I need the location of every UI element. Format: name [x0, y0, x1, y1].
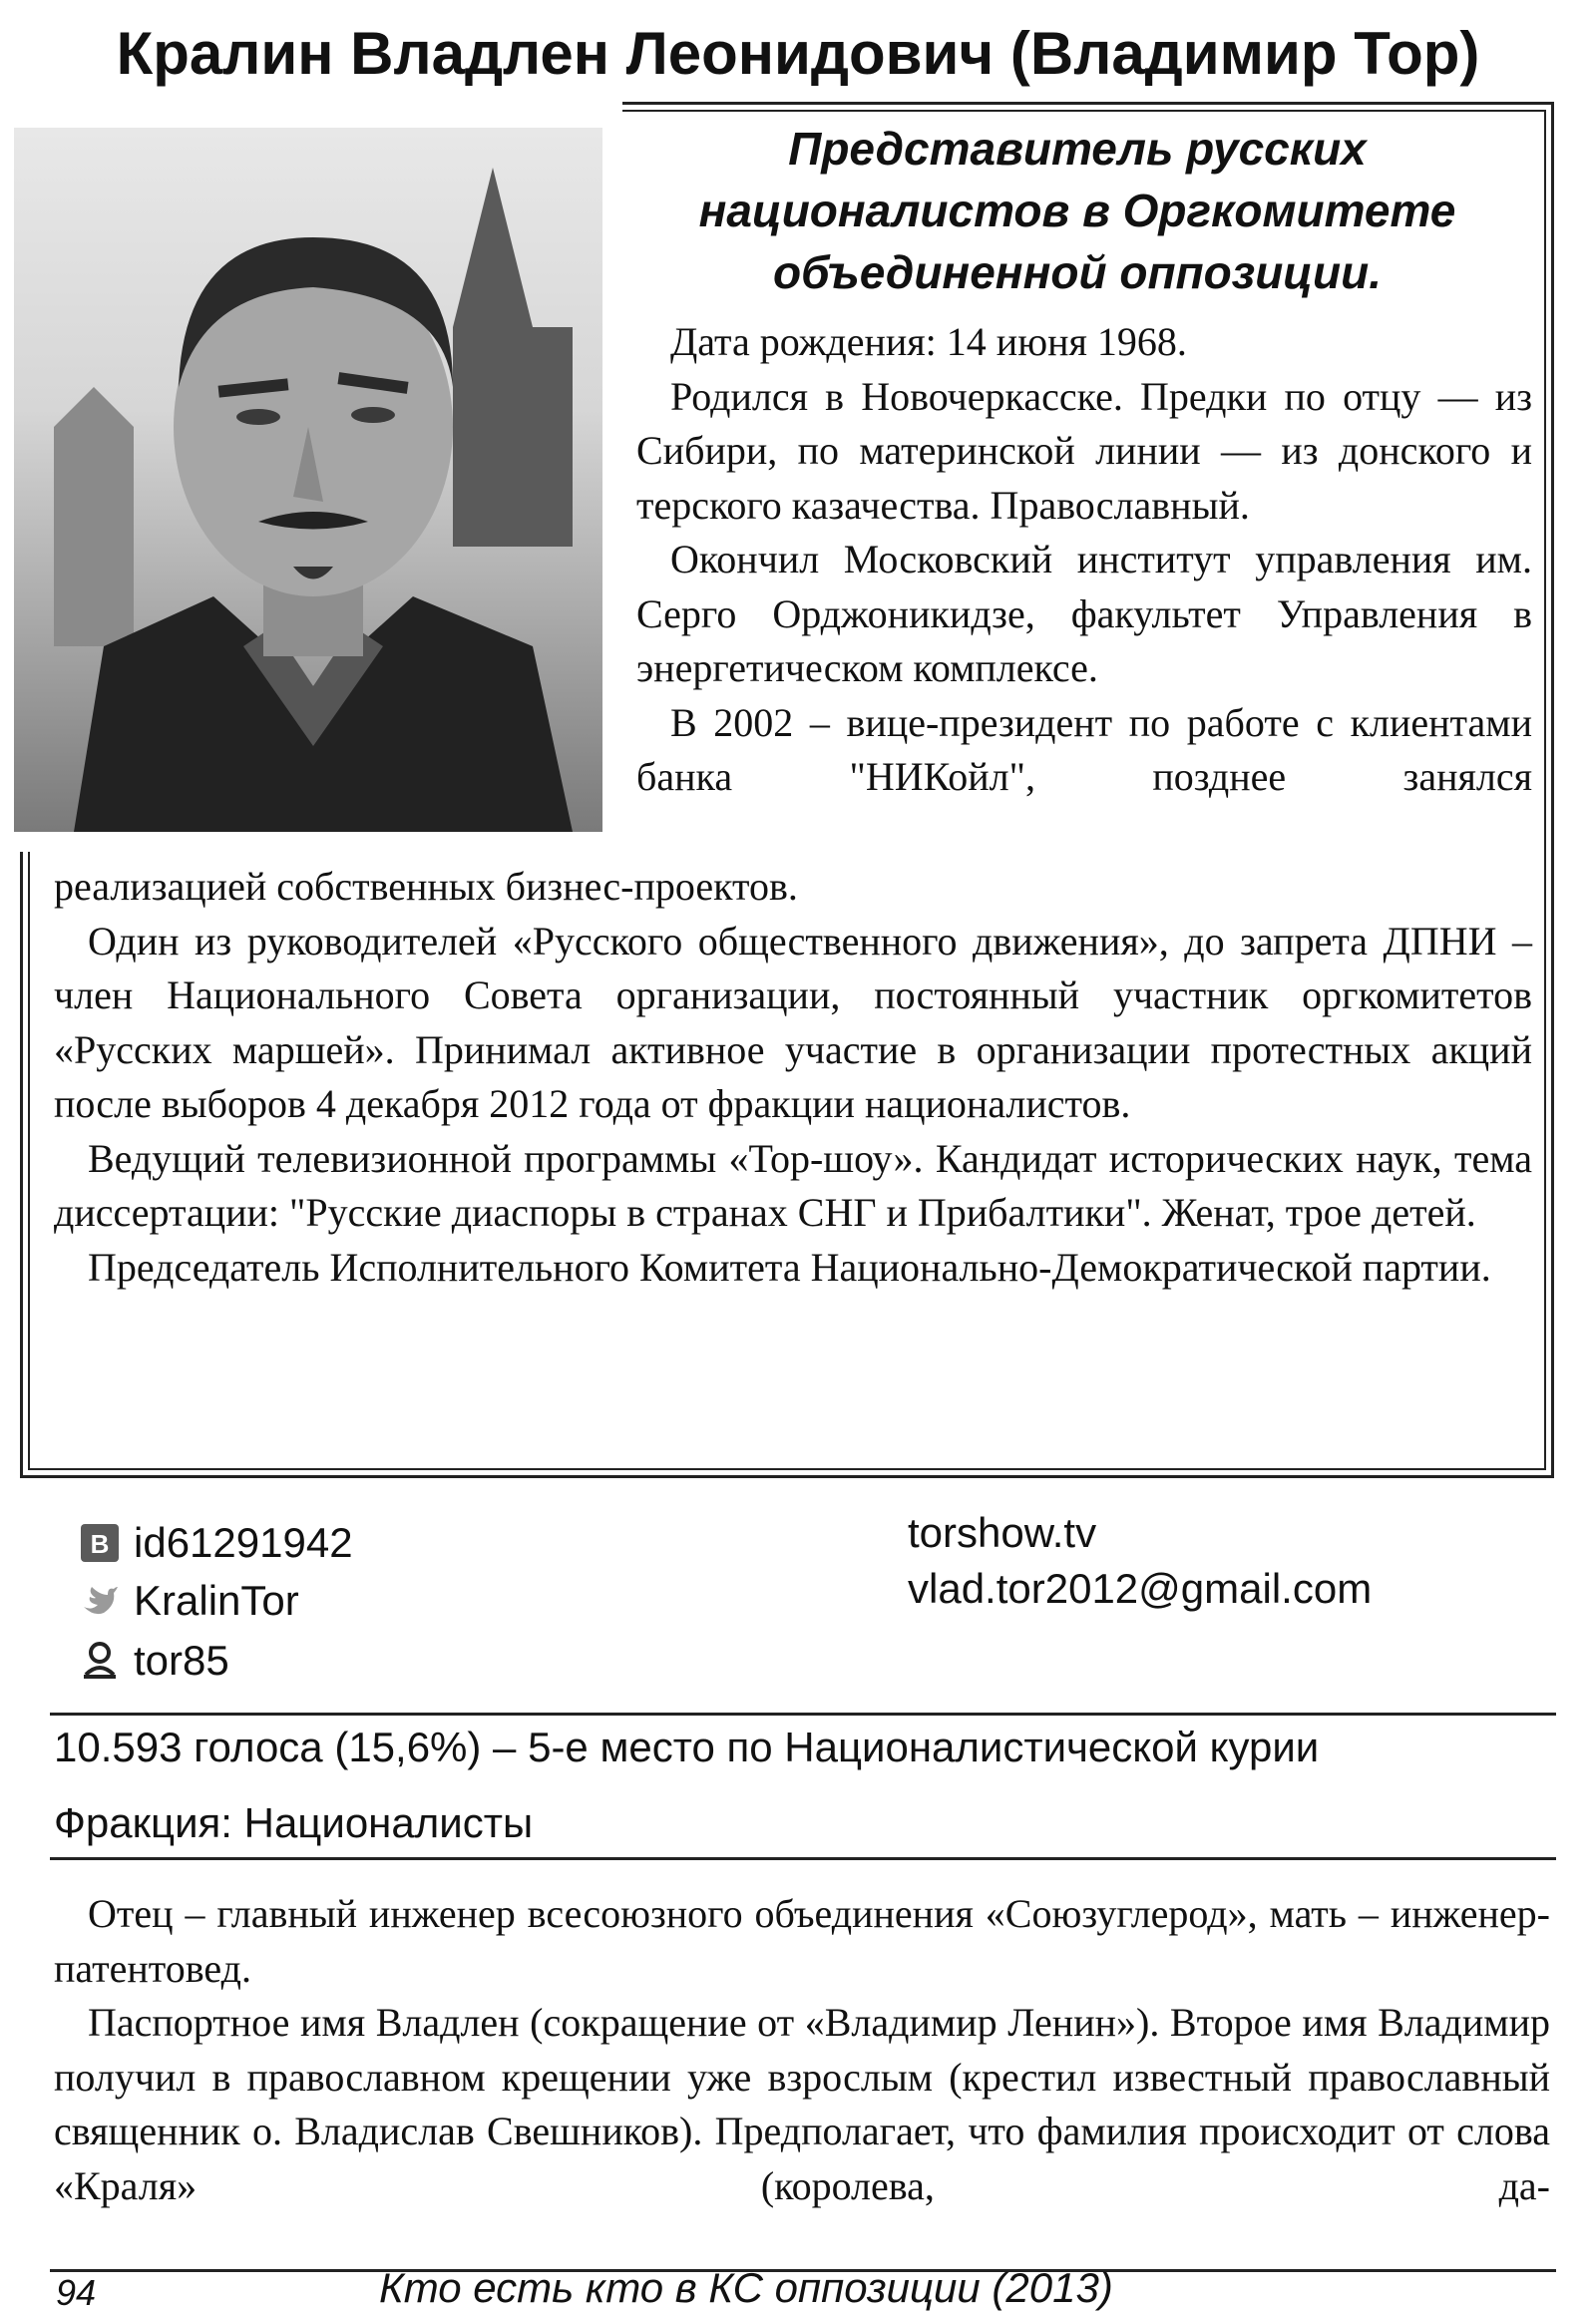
- website-link[interactable]: torshow.tv: [908, 1509, 1097, 1556]
- bio-paragraph: Окончил Московский институт управления им. Серго Орджоникидзе, факультет Управления в энергетическом комплексе.: [636, 537, 1532, 690]
- running-footer-title: Кто есть кто в КС оппозиции (2013): [379, 2264, 1113, 2311]
- vk-icon: [80, 1523, 120, 1563]
- votes-result: 10.593 голоса (15,6%) – 5-е место по Националистической курии: [54, 1724, 1320, 1770]
- twitter-contact[interactable]: [80, 1577, 299, 1625]
- page-number: 94: [56, 2272, 97, 2313]
- bio-paragraph: Дата рождения: 14 июня 1968.: [670, 319, 1187, 364]
- vk-contact[interactable]: [80, 1519, 353, 1567]
- bio-paragraph: Один из руководителей «Русского общественного движения», до запрета ДПНИ – член Национального Совета организации, постоянный участник оргкомитетов «Русских маршей». Принимал активное участие в организации протестных акций после выборов 4 декабря 2012 года от фракции националистов.: [54, 918, 1532, 1126]
- bio-paragraph: реализацией собственных бизнес-проектов.: [54, 864, 798, 909]
- email-link[interactable]: vlad.tor2012@gmail.com: [908, 1565, 1373, 1612]
- twitter-handle: KralinTor: [134, 1577, 299, 1624]
- biography-text-bottom: [54, 860, 1532, 1295]
- divider: [50, 1713, 1556, 1716]
- bio-paragraph: Родился в Новочеркасске. Предки по отцу — из Сибири, по материнской линии — из донского и терского казачества. Православный.: [636, 373, 1532, 528]
- faction: Фракция: Националисты: [54, 1799, 534, 1846]
- odnoklassniki-icon: [80, 1641, 120, 1681]
- body-paragraph: Паспортное имя Владлен (сокращение от «Владимир Ленин»). Второе имя Владимир получил в православном крещении уже взрослым (крестил известный православный священник о. Владислав Свешников). Предполагает, что фамилия происходит от слова «Краля» (королева, да-: [54, 2000, 1550, 2208]
- bio-paragraph: Председатель Исполнительного Комитета Национально-Демократической партии.: [88, 1244, 1491, 1290]
- vk-id: id61291942: [134, 1519, 353, 1566]
- ok-handle: tor85: [134, 1637, 229, 1684]
- divider: [50, 1857, 1556, 1860]
- biography-text-top: [636, 315, 1532, 805]
- portrait-photo: [14, 128, 602, 832]
- page-title: Кралин Владлен Леонидович (Владимир Тор): [116, 20, 1480, 87]
- twitter-bird-icon: [80, 1581, 120, 1621]
- body-paragraph: Отец – главный инженер всесоюзного объединения «Союзуглерод», мать – инженер-патентовед.: [54, 1891, 1550, 1991]
- bio-paragraph: Ведущий телевизионной программы «Тор-шоу». Кандидат исторических наук, тема диссертации: "Русские диаспоры в странах СНГ и Прибалтики". Женат, трое детей.: [54, 1135, 1532, 1235]
- body-text: [54, 1887, 1550, 2213]
- bio-paragraph: В 2002 – вице-президент по работе с клиентами банка "НИКойл", позднее занялся: [636, 699, 1532, 799]
- ok-contact[interactable]: [80, 1637, 229, 1685]
- contacts: [0, 1501, 1596, 1701]
- svg-text:B: B: [90, 1529, 110, 1559]
- subtitle: Представитель русских националистов в Оргкомитете объединенной оппозиции.: [698, 123, 1456, 298]
